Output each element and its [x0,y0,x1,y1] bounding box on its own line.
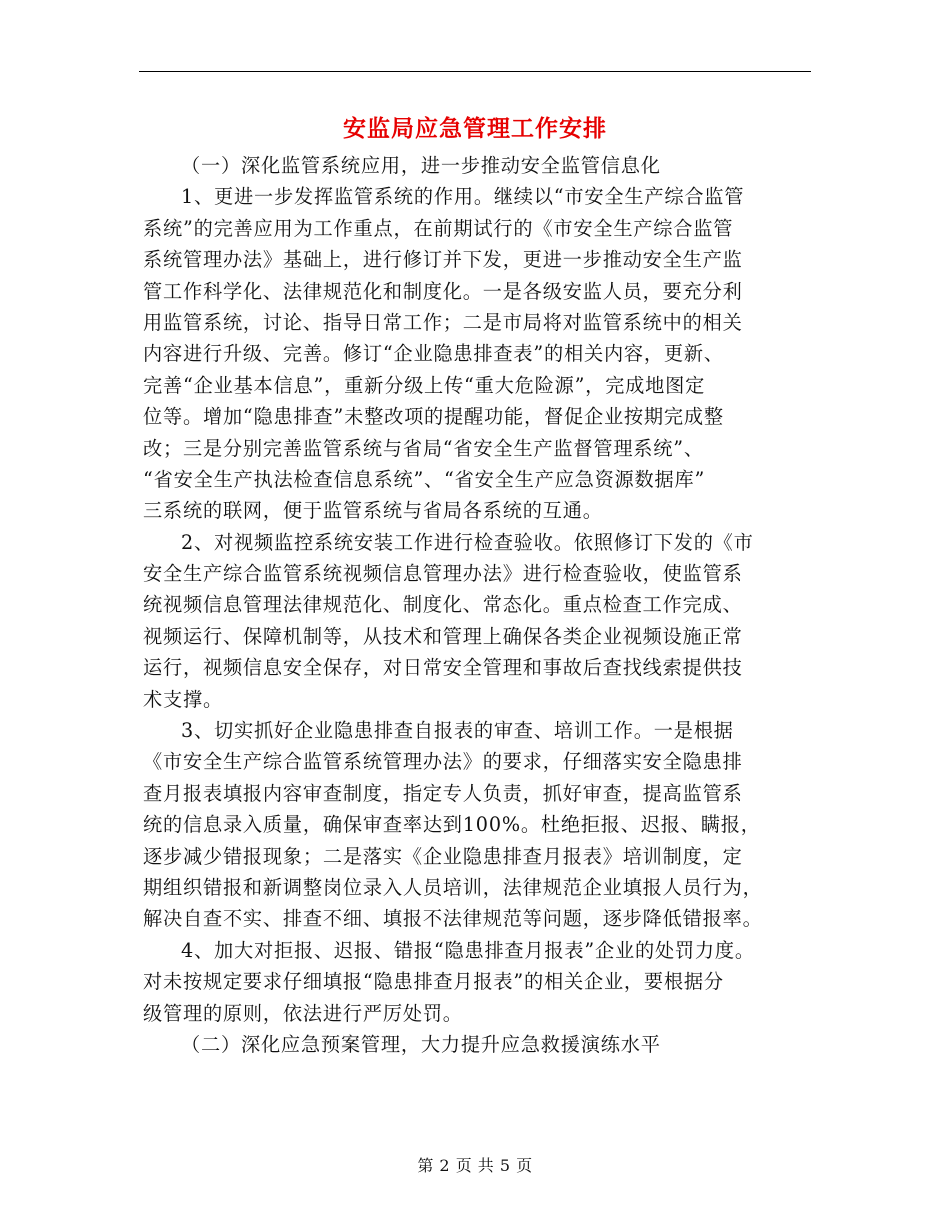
paragraph-line: 2、对视频监控系统安装工作进行检查验收。依照修订下发的《市 [181,530,754,554]
paragraph-line: 三系统的联网，便于监管系统与省局各系统的互通。 [143,499,603,523]
paragraph-line: 术支撑。 [143,687,223,711]
document-body [143,150,823,1060]
paragraph-line: 1、更进一步发挥监管系统的作用。继续以“市安全生产综合监管 [181,185,745,209]
section-heading: （二）深化应急预案管理，大力提升应急救援演练水平 [181,1032,661,1056]
paragraph-line: 完善“企业基本信息”，重新分级上传“重大危险源”，完成地图定 [143,373,706,397]
paragraph-line: 查月报表填报内容审查制度，指定专人负责，抓好审查，提高监管系 [143,781,743,805]
paragraph-line: 运行，视频信息安全保存，对日常安全管理和事故后查找线索提供技 [143,656,743,680]
paragraph-line: 内容进行升级、完善。修订“企业隐患排查表”的相关内容，更新、 [143,342,724,366]
paragraph-line: 期组织错报和新调整岗位录入人员培训，法律规范企业填报人员行为， [143,875,763,899]
paragraph-line: 4、加大对拒报、迟报、错报“隐患排查月报表”企业的处罚力度。 [181,938,755,962]
header-rule [139,71,811,72]
paragraph-line: 系统管理办法》基础上，进行修订并下发，更进一步推动安全生产监 [143,248,743,272]
paragraph-line: “省安全生产执法检查信息系统”、“省安全生产应急资源数据库” [143,467,706,491]
section-heading: （一）深化监管系统应用，进一步推动安全监管信息化 [181,154,661,177]
paragraph-line: 改；三是分别完善监管系统与省局“省安全生产监督管理系统”、 [143,436,704,460]
paragraph-line: 管工作科学化、法律规范化和制度化。一是各级安监人员，要充分利 [143,279,743,303]
paragraph-line: 对未按规定要求仔细填报“隐患排查月报表”的相关企业，要根据分 [143,970,724,994]
paragraph-line: 解决自查不实、排查不细、填报不法律规范等问题，逐步降低错报率。 [143,907,763,931]
document-title: 安监局应急管理工作安排 [343,115,607,142]
paragraph-line: 安全生产综合监管系统视频信息管理办法》进行检查验收，使监管系 [143,562,743,586]
paragraph-line: 逐步减少错报现象；二是落实《企业隐患排查月报表》培训制度，定 [143,844,743,868]
paragraph-line: 视频运行、保障机制等，从技术和管理上确保各类企业视频设施正常 [143,624,743,648]
page-footer: 第 2 页 共 5 页 [417,1156,533,1175]
paragraph-line: 《市安全生产综合监管系统管理办法》的要求，仔细落实安全隐患排 [143,750,743,774]
paragraph-line: 用监管系统，讨论、指导日常工作；二是市局将对监管系统中的相关 [143,310,743,334]
paragraph-line: 系统”的完善应用为工作重点，在前期试行的《市安全生产综合监管 [143,216,734,240]
paragraph-line: 位等。增加“隐患排查”未整改项的提醒功能，督促企业按期完成整 [143,405,724,429]
paragraph-line: 统的信息录入质量，确保审查率达到100%。杜绝拒报、迟报、瞒报， [143,813,761,837]
paragraph-line: 级管理的原则，依法进行严厉处罚。 [143,1001,463,1025]
paragraph-line: 3、切实抓好企业隐患排查自报表的审查、培训工作。一是根据 [181,719,734,743]
paragraph-line: 统视频信息管理法律规范化、制度化、常态化。重点检查工作完成、 [143,593,743,617]
